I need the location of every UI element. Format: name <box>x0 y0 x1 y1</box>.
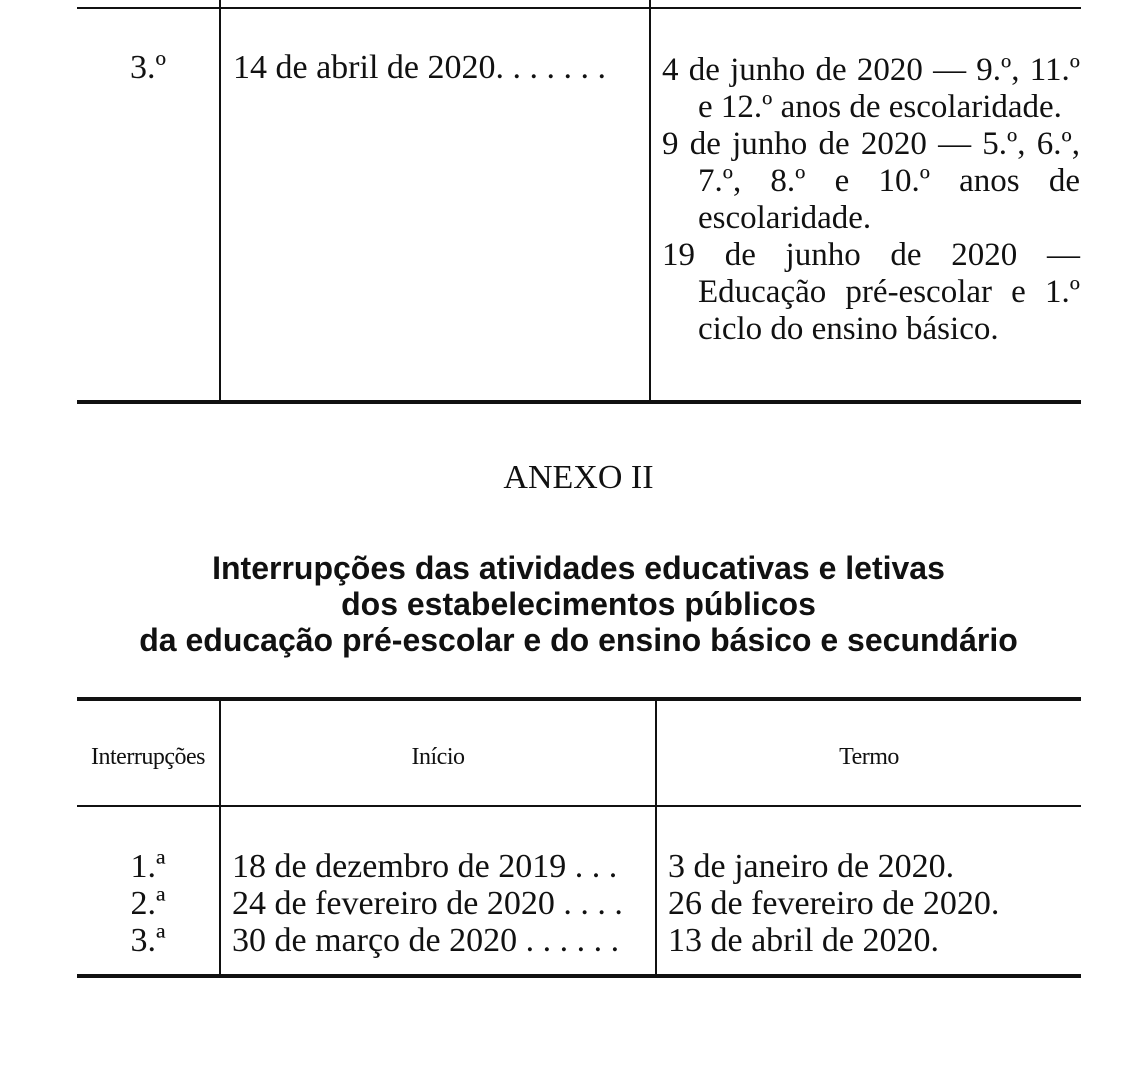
start-date: 30 de março de 2020 . . . . . . <box>232 922 620 959</box>
table-row <box>77 885 1081 922</box>
end-date: 13 de abril de 2020. <box>668 922 939 959</box>
end-entry: 9 de junho de 2020 — 5.º, 6.º, 7.º, 8.º e 10.º anos de escolaridade. <box>662 126 1080 236</box>
table-rule-bottom <box>77 974 1081 978</box>
end-date: 3 de janeiro de 2020. <box>668 848 955 885</box>
column-divider-1 <box>219 0 221 402</box>
heading-line: Interrupções das atividades educativas e letivas <box>212 550 945 586</box>
start-date: 18 de dezembro de 2019 . . . <box>232 848 618 885</box>
period-cell: 3.º <box>129 49 167 86</box>
annex-title: ANEXO II <box>503 459 654 496</box>
header-termo: Termo <box>839 744 899 770</box>
interruption-number: 3.ª <box>130 922 166 959</box>
end-date: 26 de fevereiro de 2020. <box>668 885 1000 922</box>
end-entry: 19 de junho de 2020 — Educação pré-escolar e 1.º ciclo do ensino básico. <box>662 237 1080 347</box>
header-rule <box>77 805 1081 807</box>
end-date-cell <box>662 52 1080 348</box>
interruption-number: 1.ª <box>130 848 166 885</box>
heading-line: da educação pré-escolar e do ensino básico e secundário <box>139 622 1018 658</box>
calendar-table-continued <box>77 0 1081 404</box>
end-entry: 4 de junho de 2020 — 9.º, 11.º e 12.º anos de escolaridade. <box>662 52 1080 125</box>
table-rule-top <box>77 7 1081 9</box>
section-heading <box>0 550 1147 658</box>
start-date: 24 de fevereiro de 2020 . . . . <box>232 885 623 922</box>
table-rule-top <box>77 697 1081 701</box>
interruptions-table <box>77 697 1081 980</box>
interruption-number: 2.ª <box>130 885 166 922</box>
table-body <box>77 848 1081 959</box>
table-row <box>77 848 1081 885</box>
table-rule-bottom <box>77 400 1081 404</box>
heading-line: dos estabelecimentos públicos <box>341 586 816 622</box>
column-divider-2 <box>649 0 651 402</box>
header-interrupcoes: Interrupções <box>91 744 205 770</box>
start-date-cell: 14 de abril de 2020. . . . . . . <box>233 49 606 86</box>
header-inicio: Início <box>411 744 465 770</box>
table-row <box>77 922 1081 959</box>
